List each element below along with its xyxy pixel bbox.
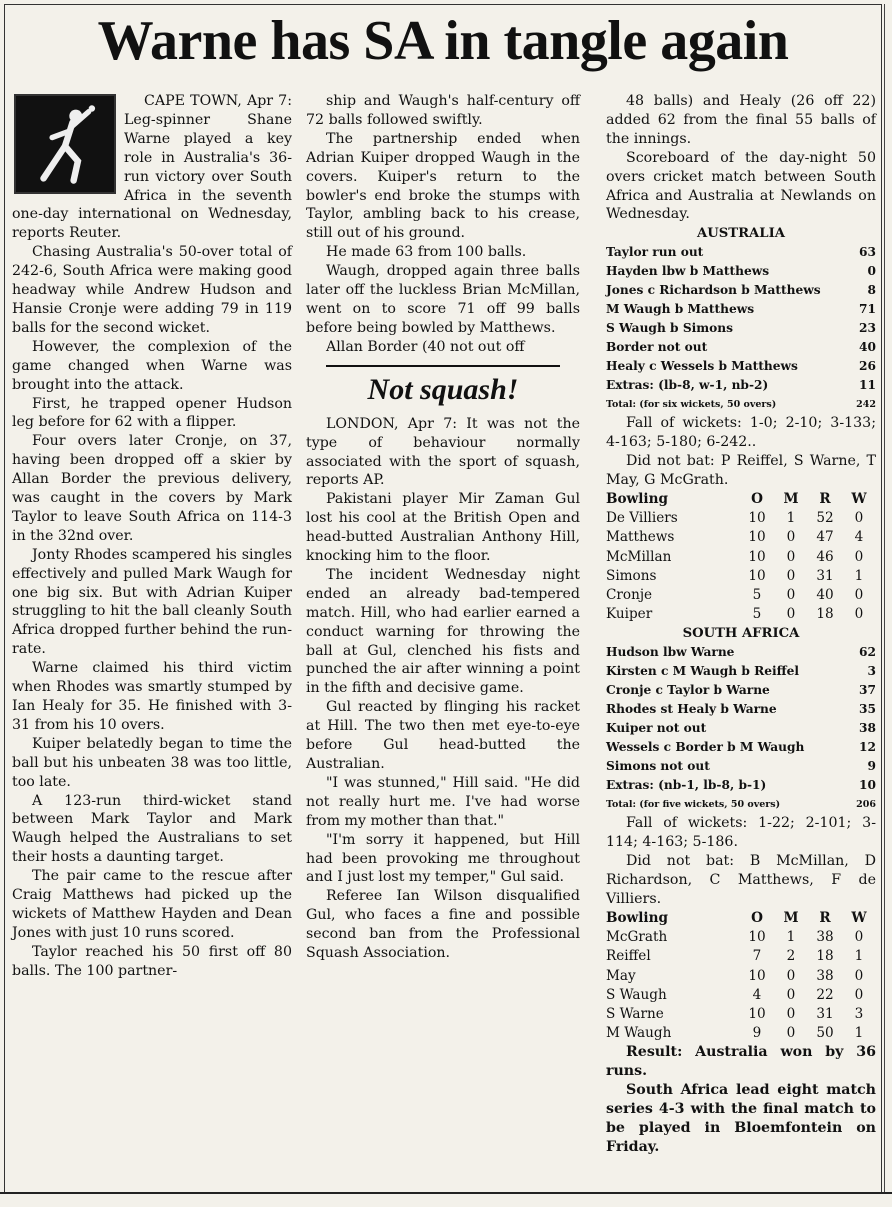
bowling-o: 9 (752, 1025, 762, 1042)
cricket-bowler-icon (14, 94, 116, 194)
batting-row (606, 281, 876, 300)
bowling-m: 0 (786, 548, 796, 565)
bowling-r: 22 (816, 986, 834, 1003)
bowling-m: 1 (786, 929, 796, 946)
bowling-header-w: W (851, 490, 867, 507)
paragraph: Gul reacted by flinging his racket at Hill. The two then met eye-to-eye before Gul head-butted the Australian. (306, 699, 580, 772)
bowling-w: 1 (854, 1025, 864, 1042)
bowling-w: 4 (854, 529, 864, 546)
paragraph: Pakistani player Mir Zaman Gul lost his cool at the British Open and head-butted Australian Anthony Hill, knocking him to the floor. (306, 491, 580, 565)
batsman-name: Kuiper not out (606, 721, 707, 736)
bowling-o: 10 (748, 567, 766, 584)
batting-row (606, 738, 876, 757)
paragraph: Chasing Australia's 50-over total of 242-6, South Africa were making good headway while Andrew Hudson and Hansie Cronje were adding 79 in 119 balls for the second wicket. (12, 244, 292, 336)
bowling-r: 38 (816, 929, 834, 946)
article-text-continued (306, 92, 580, 357)
paragraph: First, he trapped opener Hudson leg before for 62 with a flipper. (12, 395, 292, 431)
paragraph: However, the complexion of the game changed when Warne was brought into the attack. (12, 338, 292, 393)
batting-row (606, 719, 876, 738)
paragraph: Scoreboard of the day-night 50 overs cricket match between South Africa and Australia at Newlands on Wednesday. (606, 149, 876, 223)
bowling-m: 0 (786, 529, 796, 546)
bowling-r: 31 (816, 567, 834, 584)
bowling-o: 10 (748, 510, 766, 527)
batsman-name: S Waugh b Simons (606, 321, 733, 336)
bowling-w: 3 (854, 1005, 864, 1022)
batsman-name: Rhodes st Healy b Warne (606, 702, 777, 717)
bowling-w: 0 (854, 967, 864, 984)
australia-bowling-table (606, 909, 876, 1043)
bowling-row (606, 548, 876, 567)
bowler-name: McGrath (606, 929, 668, 946)
bowling-r: 31 (816, 1005, 834, 1022)
paragraph: 48 balls) and Healy (26 off 22) added 62 from the final 55 balls of the innings. (606, 93, 876, 147)
bowling-r: 18 (816, 948, 834, 965)
bowler-name: Kuiper (606, 606, 653, 623)
series-status: South Africa lead eight match series 4-3 with the final match to be played in Bloemfontein on Friday. (606, 1082, 876, 1155)
bowler-name: De Villiers (606, 510, 678, 527)
paragraph: Jonty Rhodes scampered his singles effectively and pulled Mark Waugh for one big six. But with Adrian Kuiper struggling to hit the ball cleanly South Africa dropped further behind the run-rate. (12, 546, 292, 658)
batsman-name: Taylor run out (606, 245, 704, 260)
bowling-o: 4 (752, 986, 762, 1003)
bowling-m: 0 (786, 586, 796, 603)
paragraph: Four overs later Cronje, on 37, having been dropped off a skier by Allan Border the previous delivery, was caught in the covers by Mark Taylor to leave South Africa on 114-3 in the 32nd over. (12, 433, 292, 544)
total-label: Total: (for six wickets, 50 overs) (606, 399, 777, 411)
bowling-row (606, 509, 876, 528)
bowling-m: 0 (786, 1005, 796, 1022)
bowler-name: S Waugh (606, 986, 667, 1003)
paragraph: He made 63 from 100 balls. (326, 244, 527, 261)
bowling-row (606, 528, 876, 547)
column-rule (884, 4, 885, 1194)
australia-batting-table (606, 243, 876, 414)
runs: 12 (859, 740, 876, 755)
south-africa-fall-of-wickets: Fall of wickets: 1-22; 2-101; 3-114; 4-163; 5-186. (606, 815, 876, 851)
divider-rule (326, 365, 560, 367)
total-row (606, 795, 876, 814)
paragraph: "I was stunned," Hill said. "He did not really hurt me. I've had worse from my mother than that." (306, 774, 580, 829)
bowling-header-label: Bowling (606, 909, 668, 926)
batting-row (606, 776, 876, 795)
batting-row (606, 700, 876, 719)
paragraph: The partnership ended when Adrian Kuiper dropped Waugh in the covers. Kuiper's return to the bowler's end broke the stumps with Taylor, ambling back to his crease, still out of his ground. (306, 130, 580, 242)
runs: 8 (867, 283, 876, 298)
squash-article-text (306, 415, 580, 963)
paragraph: A 123-run third-wicket stand between Mark Taylor and Mark Waugh helped the Australians to set their hosts a daunting target. (12, 792, 292, 866)
bowler-name: McMillan (606, 548, 672, 565)
australia-heading: AUSTRALIA (697, 226, 785, 242)
paragraph: Taylor reached his 50 first off 80 balls. The 100 partner- (12, 943, 292, 979)
bowling-w: 0 (854, 548, 864, 565)
bowling-header-m: M (783, 490, 799, 507)
bowling-m: 1 (786, 510, 796, 527)
bowling-w: 0 (854, 929, 864, 946)
bowling-r: 46 (816, 548, 834, 565)
bowler-name: M Waugh (606, 1025, 672, 1042)
batting-row (606, 338, 876, 357)
runs: 71 (859, 302, 876, 317)
batting-row (606, 662, 876, 681)
paragraph: CAPE TOWN, Apr 7: Leg-spinner Shane Warne played a key role in Australia's 36-run victory over South Africa in the seventh one-day international on Wednesday, reports Reuter. (12, 93, 292, 242)
south-africa-did-not-bat: Did not bat: B McMillan, D Richardson, C Matthews, F de Villiers. (606, 853, 876, 908)
bottom-rule (0, 1192, 892, 1194)
runs: 63 (859, 245, 876, 260)
bowling-header-r: R (819, 490, 831, 507)
batsman-name: Hudson lbw Warne (606, 645, 735, 660)
paragraph: "I'm sorry it happened, but Hill had been provoking me throughout and I just lost my temper," Gul said. (306, 831, 580, 886)
bowler-name: May (606, 967, 636, 984)
bowling-header-m: M (783, 909, 799, 926)
runs: 0 (867, 264, 876, 279)
total-runs: 206 (856, 799, 876, 811)
australia-did-not-bat: Did not bat: P Reiffel, S Warne, T May, G McGrath. (606, 453, 876, 489)
bowler-name: S Warne (606, 1005, 664, 1022)
runs: 35 (859, 702, 876, 717)
batting-row (606, 319, 876, 338)
bowling-o: 10 (748, 1005, 766, 1022)
bowling-o: 7 (752, 948, 762, 965)
batting-row (606, 262, 876, 281)
batsman-name: Extras: (lb-8, w-1, nb-2) (606, 378, 769, 393)
total-row (606, 395, 876, 414)
paragraph: ship and Waugh's half-century off 72 balls followed swiftly. (306, 93, 580, 128)
batsman-name: Healy c Wessels b Matthews (606, 359, 798, 374)
bowling-o: 5 (752, 586, 762, 603)
paragraph: LONDON, Apr 7: It was not the type of behaviour normally associated with the sport of squash, reports AP. (306, 415, 580, 489)
batsman-name: Hayden lbw b Matthews (606, 264, 770, 279)
batsman-name: Simons not out (606, 759, 710, 774)
bowling-r: 52 (816, 510, 834, 527)
batting-row (606, 376, 876, 395)
runs: 3 (867, 664, 876, 679)
paragraph: Waugh, dropped again three balls later off the luckless Brian McMillan, went on to score 71 off 99 balls before being bowled by Matthews. (306, 263, 580, 336)
bowler-name: Simons (606, 567, 657, 584)
batsman-name: M Waugh b Matthews (606, 302, 755, 317)
batsman-name: Cronje c Taylor b Warne (606, 683, 770, 698)
article-text (12, 92, 292, 981)
runs: 11 (859, 378, 876, 393)
runs: 62 (859, 645, 876, 660)
bowling-o: 10 (748, 529, 766, 546)
bowling-r: 50 (816, 1025, 834, 1042)
bowling-row (606, 967, 876, 986)
bowling-r: 40 (816, 586, 834, 603)
batting-row (606, 681, 876, 700)
bowling-header-o: O (751, 490, 763, 507)
runs: 10 (859, 778, 876, 793)
batting-row (606, 243, 876, 262)
bowling-o: 10 (748, 548, 766, 565)
batsman-name: Extras: (nb-1, lb-8, b-1) (606, 778, 767, 793)
bowling-m: 0 (786, 567, 796, 584)
bowling-r: 38 (816, 967, 834, 984)
bowling-row (606, 1005, 876, 1024)
total-label: Total: (for five wickets, 50 overs) (606, 799, 781, 811)
bowling-w: 0 (854, 586, 864, 603)
bowling-r: 18 (816, 606, 834, 623)
batsman-name: Kirsten c M Waugh b Reiffel (606, 664, 800, 679)
bowling-m: 0 (786, 967, 796, 984)
bowling-header-label: Bowling (606, 490, 668, 507)
paragraph: Referee Ian Wilson disqualified Gul, who faces a fine and possible second ban from the Professional Squash Association. (306, 888, 580, 962)
batting-row (606, 643, 876, 662)
runs: 26 (859, 359, 876, 374)
bowling-m: 2 (786, 948, 796, 965)
south-africa-bowling-table (606, 490, 876, 624)
bowling-r: 47 (816, 529, 834, 546)
article-column-3 (606, 92, 876, 1157)
bowling-o: 10 (748, 929, 766, 946)
south-africa-batting-table (606, 643, 876, 814)
bowling-o: 10 (748, 967, 766, 984)
batting-row (606, 357, 876, 376)
headline: Warne has SA in tangle again (97, 10, 789, 72)
bowling-m: 0 (786, 606, 796, 623)
bowler-name: Cronje (606, 586, 653, 603)
bowling-header-w: W (851, 909, 867, 926)
bowling-w: 1 (854, 567, 864, 584)
article-column-2 (306, 92, 580, 963)
bowling-m: 0 (786, 986, 796, 1003)
batsman-name: Wessels c Border b M Waugh (606, 740, 805, 755)
paragraph: Kuiper belatedly began to time the ball but his unbeaten 38 was too little, too late. (12, 735, 292, 790)
bowling-w: 0 (854, 606, 864, 623)
bowling-w: 1 (854, 948, 864, 965)
runs: 40 (859, 340, 876, 355)
bowling-row (606, 1024, 876, 1043)
south-africa-heading: SOUTH AFRICA (682, 626, 800, 642)
runs: 37 (859, 683, 876, 698)
bowling-row (606, 986, 876, 1005)
bowler-name: Reiffel (606, 948, 651, 965)
batting-row (606, 300, 876, 319)
runs: 38 (859, 721, 876, 736)
australia-fall-of-wickets: Fall of wickets: 1-0; 2-10; 3-133; 4-163; 5-180; 6-242.. (606, 415, 876, 451)
runs: 9 (867, 759, 876, 774)
bowling-row (606, 586, 876, 605)
bowling-o: 5 (752, 606, 762, 623)
bowling-w: 0 (854, 510, 864, 527)
paragraph: The incident Wednesday night ended an already bad-tempered match. Hill, who had earlier earned a conduct warning for throwing the ball at Gul, clenched his fists and punched the air after winning a point in the fifth and decisive game. (306, 566, 580, 697)
subhead: Not squash! (367, 372, 519, 406)
paragraph: Allan Border (40 not out off (326, 338, 525, 355)
article-column-1 (12, 92, 292, 981)
bowling-header-o: O (751, 909, 763, 926)
bowling-header-r: R (819, 909, 831, 926)
bowling-row (606, 605, 876, 624)
batting-row (606, 757, 876, 776)
bowling-row (606, 947, 876, 966)
bowler-name: Matthews (606, 529, 675, 546)
batsman-name: Jones c Richardson b Matthews (606, 283, 821, 298)
bowling-m: 0 (786, 1025, 796, 1042)
scoreboard-intro (606, 92, 876, 224)
bowling-w: 0 (854, 986, 864, 1003)
paragraph: The pair came to the rescue after Craig Matthews had picked up the wickets of Matthew Hayden and Dean Jones with just 10 runs scored. (12, 868, 292, 941)
batsman-name: Border not out (606, 340, 708, 355)
bowling-row (606, 928, 876, 947)
bowling-row (606, 567, 876, 586)
total-runs: 242 (856, 399, 876, 411)
match-result: Result: Australia won by 36 runs. (606, 1044, 876, 1080)
runs: 23 (859, 321, 876, 336)
paragraph: Warne claimed his third victim when Rhodes was smartly stumped by Ian Healy for 35. He finished with 3-31 from his 10 overs. (12, 660, 292, 733)
